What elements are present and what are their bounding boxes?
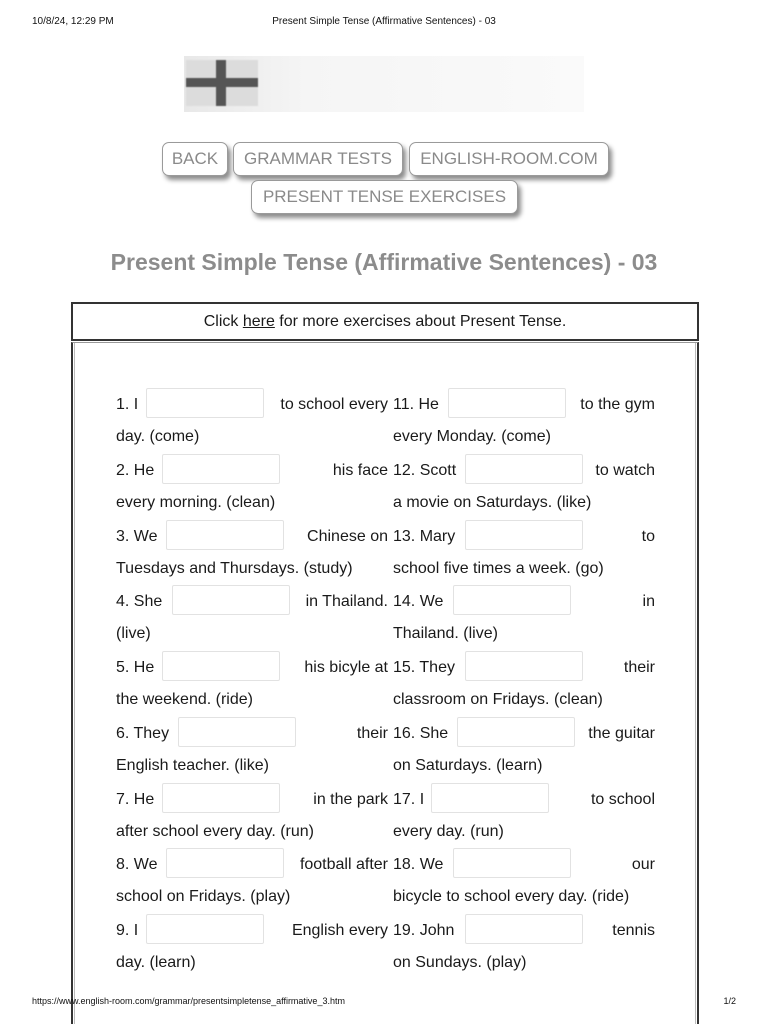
- exercise-item: [393, 452, 655, 518]
- question-tail-text: the guitar: [588, 724, 655, 742]
- question-continuation-text: school on Fridays. (play): [116, 888, 291, 906]
- answer-input[interactable]: [465, 914, 583, 944]
- print-doc-title: Present Simple Tense (Affirmative Sentences) - 03: [272, 16, 496, 27]
- question-lead-text: 17. I: [393, 790, 425, 808]
- answer-input[interactable]: [178, 717, 296, 747]
- question-continuation-text: school five times a week. (go): [393, 559, 604, 577]
- question-continuation-text: on Saturdays. (learn): [393, 756, 543, 774]
- exercise-item: [116, 781, 388, 847]
- question-lead-text: 14. We: [393, 593, 444, 611]
- answer-input[interactable]: [465, 651, 583, 681]
- question-lead-text: 18. We: [393, 856, 444, 874]
- question-tail-text: our: [631, 856, 655, 874]
- question-continuation-text: English teacher. (like): [116, 756, 269, 774]
- question-lead-text: 4. She: [116, 593, 163, 611]
- question-lead-text: 9. I: [116, 922, 139, 939]
- answer-input[interactable]: [453, 848, 571, 878]
- exercise-item: [393, 583, 655, 649]
- question-continuation-text: classroom on Fridays. (clean): [393, 691, 603, 708]
- exercise-item: [393, 846, 655, 912]
- exercise-item: [116, 912, 388, 978]
- question-lead-text: 7. He: [116, 790, 155, 808]
- answer-input[interactable]: [146, 388, 264, 418]
- info-text-before: Click: [203, 313, 243, 330]
- exercise-item: [116, 649, 388, 715]
- question-tail-text: their: [623, 659, 655, 676]
- question-tail-text: his bicyle at: [304, 659, 388, 676]
- answer-input[interactable]: [431, 783, 549, 813]
- question-lead-text: 11. He: [393, 396, 439, 413]
- present-tense-exercises-button[interactable]: PRESENT TENSE EXERCISES: [251, 180, 518, 214]
- question-tail-text: in: [642, 593, 655, 611]
- here-link[interactable]: here: [242, 313, 275, 330]
- exercise-item: [116, 846, 388, 912]
- question-continuation-text: day. (learn): [116, 954, 196, 971]
- print-url: https://www.english-room.com/grammar/presentsimpletense_affirmative_3.htm: [32, 996, 345, 1006]
- question-continuation-text: every day. (run): [393, 822, 504, 840]
- print-page-number: 1/2: [723, 996, 736, 1006]
- exercise-item: [393, 649, 655, 715]
- exercise-column-right: [393, 386, 655, 978]
- grammar-tests-button[interactable]: GRAMMAR TESTS: [233, 142, 403, 176]
- question-tail-text: their: [356, 724, 388, 742]
- more-exercises-box: [71, 302, 699, 341]
- answer-input[interactable]: [162, 454, 280, 484]
- answer-input[interactable]: [166, 520, 284, 550]
- question-tail-text: his face: [332, 461, 388, 479]
- question-continuation-text: Tuesdays and Thursdays. (study): [116, 559, 353, 577]
- question-continuation-text: day. (come): [116, 428, 200, 445]
- question-lead-text: 12. Scott: [393, 461, 457, 479]
- answer-input[interactable]: [166, 848, 284, 878]
- exercise-item: [116, 386, 388, 452]
- print-header: [32, 16, 736, 30]
- exercise-item: [393, 386, 655, 452]
- exercise-item: [116, 715, 388, 781]
- answer-input[interactable]: [172, 585, 290, 615]
- question-tail-text: in the park: [313, 790, 388, 808]
- exercise-item: [116, 452, 388, 518]
- page-title: Present Simple Tense (Affirmative Sentences) - 03: [110, 249, 658, 275]
- answer-input[interactable]: [465, 520, 583, 550]
- info-text-after: for more exercises about Present Tense.: [274, 313, 567, 330]
- question-tail-text: to school: [590, 790, 655, 808]
- question-continuation-text: on Sundays. (play): [393, 954, 527, 971]
- back-button[interactable]: BACK: [162, 142, 228, 176]
- exercise-item: [116, 518, 388, 584]
- question-lead-text: 16. She: [393, 724, 449, 742]
- question-lead-text: 13. Mary: [393, 527, 456, 545]
- question-tail-text: to: [641, 527, 655, 545]
- question-continuation-text: bicycle to school every day. (ride): [393, 888, 630, 906]
- answer-input[interactable]: [162, 651, 280, 681]
- question-lead-text: 3. We: [116, 527, 158, 545]
- answer-input[interactable]: [162, 783, 280, 813]
- question-continuation-text: (live): [116, 625, 151, 643]
- exercise-item: [393, 715, 655, 781]
- question-lead-text: 8. We: [116, 856, 158, 874]
- exercise-item: [393, 518, 655, 584]
- england-flag-icon: [186, 60, 258, 106]
- question-lead-text: 19. John: [393, 922, 455, 939]
- question-continuation-text: a movie on Saturdays. (like): [393, 493, 592, 511]
- question-tail-text: Chinese on: [307, 527, 388, 545]
- print-datetime: 10/8/24, 12:29 PM: [32, 16, 114, 27]
- question-lead-text: 5. He: [116, 659, 155, 676]
- exercise-column-left: [116, 386, 388, 978]
- question-continuation-text: every morning. (clean): [116, 493, 276, 511]
- question-lead-text: 15. They: [393, 659, 455, 676]
- question-lead-text: 6. They: [116, 724, 170, 742]
- question-continuation-text: every Monday. (come): [393, 428, 551, 445]
- exercise-item: [393, 912, 655, 978]
- answer-input[interactable]: [146, 914, 264, 944]
- answer-input[interactable]: [465, 454, 583, 484]
- question-lead-text: 2. He: [116, 461, 155, 479]
- question-tail-text: English every: [291, 922, 388, 939]
- print-footer: [32, 996, 736, 1010]
- question-tail-text: football after: [299, 856, 388, 874]
- exercise-item: [393, 781, 655, 847]
- question-continuation-text: Thailand. (live): [393, 625, 498, 643]
- question-tail-text: tennis: [612, 922, 655, 939]
- english-room-home-button[interactable]: ENGLISH-ROOM.COM: [409, 142, 609, 176]
- question-continuation-text: after school every day. (run): [116, 822, 315, 840]
- answer-input[interactable]: [448, 388, 566, 418]
- exercise-item: [116, 583, 388, 649]
- question-tail-text: to watch: [595, 461, 655, 479]
- question-tail-text: to the gym: [580, 396, 655, 413]
- question-continuation-text: the weekend. (ride): [116, 691, 253, 708]
- answer-input[interactable]: [453, 585, 571, 615]
- question-tail-text: to school every: [280, 396, 388, 413]
- question-lead-text: 1. I: [116, 396, 139, 413]
- answer-input[interactable]: [457, 717, 575, 747]
- question-tail-text: in Thailand.: [305, 593, 388, 611]
